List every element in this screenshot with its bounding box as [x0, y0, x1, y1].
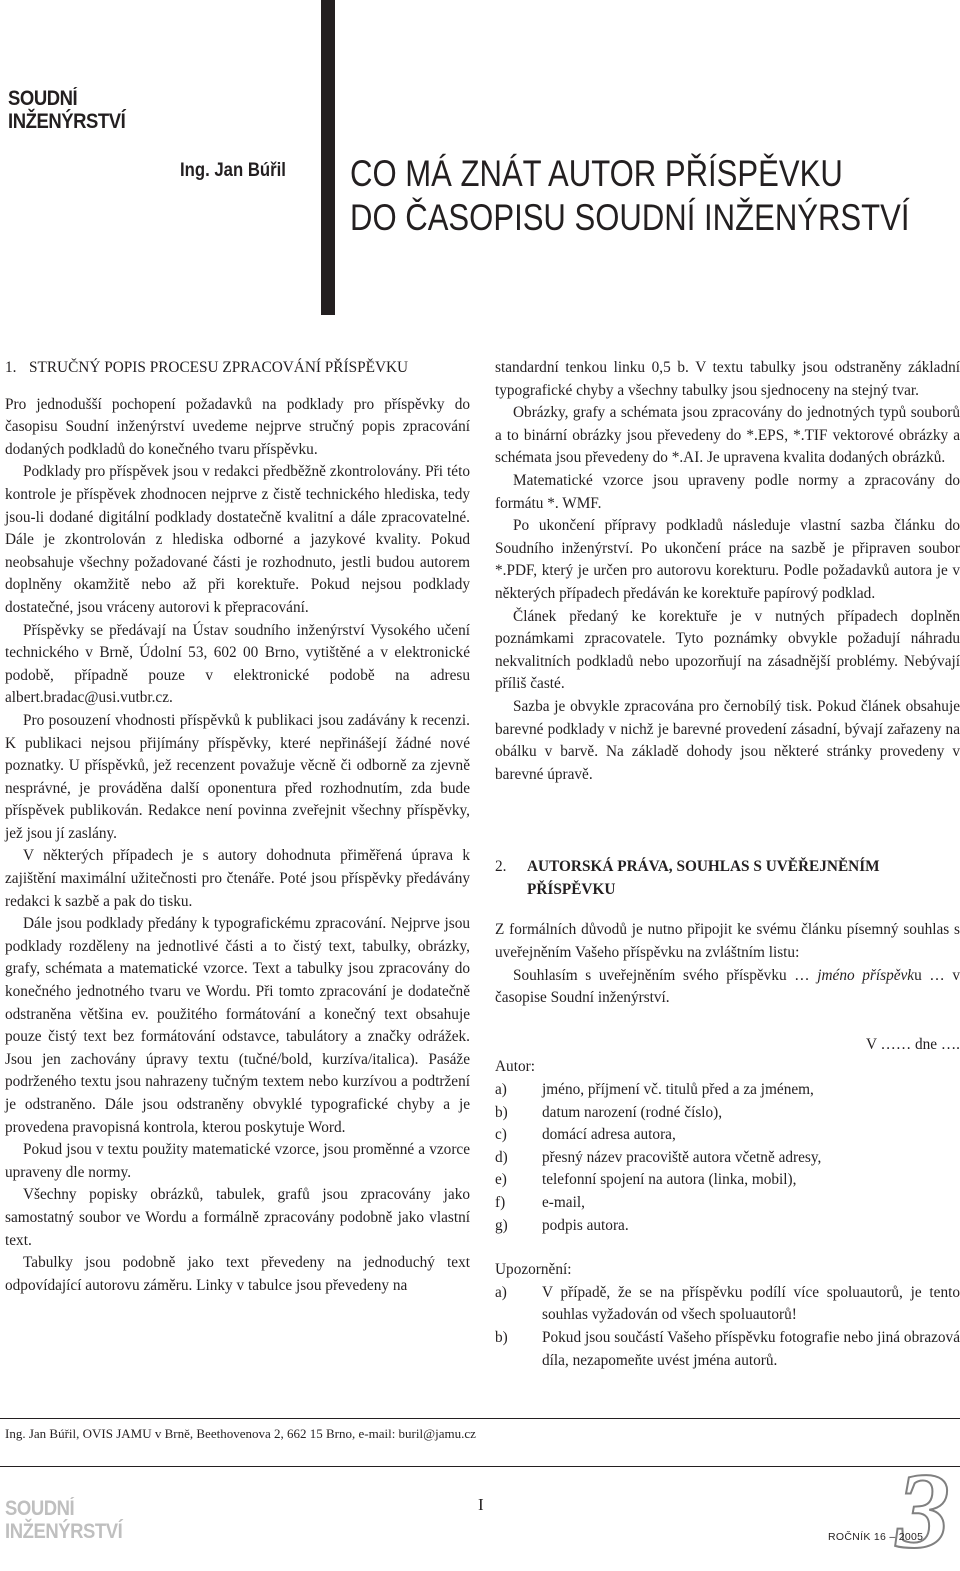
list-marker: d) — [495, 1148, 508, 1166]
title-line-1: CO MÁ ZNÁT AUTOR PŘÍSPĚVKU — [350, 153, 843, 194]
paragraph: Příspěvky se předávají na Ústav soudního inženýrství Vysokého učení technického v Brně, Údolní 53, 602 00 Brno, vytištěné a v elektronické podobě, případně pouze v elektronické podobě na adresu albert.bradac@usi.vutbr.cz. — [5, 621, 470, 707]
list-text: domácí adresa autora, — [542, 1126, 676, 1144]
list-item — [495, 1282, 960, 1327]
list-marker: a) — [495, 1283, 507, 1301]
list-text: V případě, že se na příspěvku podílí více spoluautorů, je tento souhlas vyžadován od všech spoluautorů! — [542, 1283, 960, 1324]
paragraph: Všechny popisky obrázků, tabulek, grafů jsou zpracovány jako samostatný soubor ve Wordu a formálně zpracovány podobně jako vlastní text. — [5, 1186, 470, 1249]
list-text: telefonní spojení na autora (linka, mobil), — [542, 1171, 797, 1189]
paragraph: Sazba je obvykle zpracována pro černobílý tisk. Pokud článek obsahuje barevné podklady v nichž je barevné provedení zásadní, bývají zařazeny na obálku v barvě. Na základě dohody jsou některé stránky provedeny v barevné úpravě. — [495, 697, 960, 783]
paragraph: Pro jednodušší pochopení požadavků na podklady pro příspěvky do časopisu Soudní inženýrství uvedeme nejprve stručný popis zpracování dodaných podkladů do konečného tvaru příspěvku. — [5, 395, 470, 458]
paragraph: Pro posouzení vhodnosti příspěvků k publikaci jsou zadávány k recenzi. K publikaci nejsou přijímány příspěvky, které nepřinášejí žádné nové poznatky. U příspěvků, jež recenzent považuje věcně či odborně za zjevně nesprávné, je prováděna další oponentura před rozhodnutím, zda bude příspěvek publikován. Redakce není povinna zveřejnit všechny příspěvky, jež jsou jí zaslány. — [5, 711, 470, 842]
paragraph: V některých případech je s autory dohodnuta přiměřená úprava k zajištění maximální užitečnosti pro čtenáře. Poté jsou příspěvky předávány redakci k sazbě a pak do tisku. — [5, 847, 470, 910]
author-label: Autor: — [495, 1058, 535, 1076]
list-marker: c) — [495, 1126, 507, 1144]
paragraph: Obrázky, grafy a schémata jsou zpracovány do jednotných typů souborů a to binární obrázky jsou převedeny do *.EPS, *.TIF vektorové obrázky a schémata jsou převedeny do *.AI. Je upravena kvalita dodaných obrázků. — [495, 404, 960, 467]
paragraph: Po ukončení přípravy podkladů následuje vlastní sazba článku do Soudního inženýrství. Po ukončení práce na sazbě je připraven soubor *.PDF, který je určen pro autorovu korekturu. Podle požadavků autora je v některých případech předáván ke korektuře papírový podklad. — [495, 517, 960, 602]
warning-list — [495, 1282, 960, 1372]
list-marker: e) — [495, 1171, 507, 1189]
consent-prefix: Souhlasím s uveřejněním svého příspěvku … — [513, 966, 818, 984]
right-column — [495, 357, 960, 1372]
footer-journal-logo — [5, 1497, 122, 1543]
paragraph: Pokud jsou v textu použity matematické vzorce, jsou proměnné a vzorce upraveny dle normy. — [5, 1141, 470, 1181]
section-2-title: AUTORSKÁ PRÁVA, SOUHLAS S UVĚŘEJNĚNÍM PŘÍSPĚVKU — [527, 858, 880, 898]
logo-line-2: INŽENÝRSTVÍ — [8, 110, 126, 133]
list-item — [495, 1215, 960, 1238]
list-item — [495, 1124, 960, 1147]
article-title — [350, 152, 910, 240]
list-text: e-mail, — [542, 1194, 585, 1211]
author-requirements-list — [495, 1079, 960, 1237]
section-1-heading — [5, 357, 470, 380]
list-marker: g) — [495, 1216, 508, 1234]
issue-number: 3 — [896, 1452, 950, 1571]
list-item — [495, 1169, 960, 1192]
list-marker: a) — [495, 1081, 507, 1099]
page-number: I — [478, 1495, 484, 1514]
section-1-title: STRUČNÝ POPIS PROCESU ZPRACOVÁNÍ PŘÍSPĚVKU — [29, 359, 409, 376]
list-marker: f) — [495, 1194, 506, 1211]
list-marker: b) — [495, 1103, 508, 1121]
list-text: datum narození (rodné číslo), — [542, 1103, 723, 1121]
journal-logo — [8, 87, 125, 133]
volume-year: ROČNÍK 16 – 2005 — [828, 1531, 924, 1543]
title-divider-bar — [321, 0, 335, 315]
warning-label: Upozornění: — [495, 1261, 572, 1279]
list-text: přesný název pracoviště autora včetně adresy, — [542, 1148, 822, 1166]
consent-title-placeholder: jméno příspěvk — [817, 966, 915, 984]
list-item — [495, 1147, 960, 1170]
footnote-rule — [0, 1418, 960, 1419]
paragraph: Článek předaný ke korektuře je v nutných případech doplněn poznámkami zpracovatele. Tyto poznámky obvykle požadují náhradu nekvalitních podkladů nebo upozorňují na zásadnější problémy. Nebývají příliš časté. — [495, 607, 960, 693]
paragraph: standardní tenkou linku 0,5 b. V textu tabulky jsou odstraněny základní typografické chyby a všechny tabulky jsou sjednoceny na stejný tvar. — [495, 359, 960, 399]
paragraph: Dále jsou podklady předány k typografickému zpracování. Nejprve jsou podklady rozděleny na jednotlivé části a to čistý text, tabulky, obrázky, grafy, schémata a matematické vzorce. Text a tabulky jsou zpracovány do konečného jednotného tvaru ve Wordu. Při tomto zpracování je dodatečně odstraněna většina ev. použitého formátování a konečný text obsahuje pouze čistý text bez formátování odstavce, tabulátory a značky odrážek. Jsou jen zachovány úpravy textu (tučné/bold, kurzíva/italica). Pasáže podrženého textu jsou nahrazeny tučným textem nebo kurzívou a podtržení je odstraněno. Dále jsou odstraněny obvyklé typografické chyby a je provedena pravopisná kontrola, kterou poskytuje Word. — [5, 915, 470, 1136]
list-item — [495, 1192, 960, 1215]
list-item — [495, 1079, 960, 1102]
author-name: Ing. Jan Búřil — [180, 160, 286, 181]
list-text: jméno, příjmení vč. titulů před a za jménem, — [542, 1081, 814, 1099]
paragraph: Matematické vzorce jsou upraveny podle normy a zpracovány do formátu *. WMF. — [495, 471, 960, 512]
section-2-number: 2. — [495, 858, 507, 876]
list-text: Pokud jsou součástí Vašeho příspěvku fotografie nebo jiná obrazová díla, nezapomeňte uvést jména autorů. — [542, 1328, 960, 1369]
footer-logo-line-1: SOUDNÍ — [5, 1497, 75, 1520]
list-marker: b) — [495, 1328, 508, 1346]
consent-statement — [495, 965, 960, 1010]
title-line-2: DO ČASOPISU SOUDNÍ INŽENÝRSTVÍ — [350, 197, 910, 238]
paragraph: Tabulky jsou podobně jako text převedeny na jednoduchý text odpovídající autorovu záměru. Linky v tabulce jsou převedeny na — [5, 1254, 470, 1294]
logo-line-1: SOUDNÍ — [8, 87, 78, 110]
list-text: podpis autora. — [542, 1216, 629, 1234]
paragraph: Podklady pro příspěvek jsou v redakci předběžně zkontrolovány. Při této kontrole je příspěvek zhodnocen nejprve z čistě technického hlediska, tedy jsou-li dodané digitální podklady dostatečně kvalitní a dále zpracovatelné. Dále je zkontrolován z hlediska odborné a jazykové kvality. Pokud neobsahuje všechny požadované části je rozhodnuto, jestli budou autorem doplněny okamžitě nebo až při korektuře. Pokud nejsou podklady dostatečné, jsou vráceny autorovi k přepracování. — [5, 463, 470, 616]
consent-intro: Z formálních důvodů je nutno připojit ke svému článku písemný souhlas s uveřejněním Vašeho příspěvku na zvláštním listu: — [495, 921, 960, 962]
list-item — [495, 1102, 960, 1125]
list-item — [495, 1327, 960, 1372]
left-column — [5, 357, 470, 1297]
place-date-line: V …… dne …. — [865, 1035, 960, 1053]
footer-rule — [0, 1466, 960, 1467]
footer-logo-line-2: INŽENÝRSTVÍ — [5, 1520, 123, 1543]
section-2-heading — [495, 856, 960, 901]
author-footnote: Ing. Jan Búřil, OVIS JAMU v Brně, Beethovenova 2, 662 15 Brno, e-mail: buril@jamu.cz — [5, 1426, 476, 1441]
consent-suffix: u … v časopise Soudní inženýrství. — [495, 966, 960, 1007]
section-1-number: 1. — [5, 359, 17, 376]
